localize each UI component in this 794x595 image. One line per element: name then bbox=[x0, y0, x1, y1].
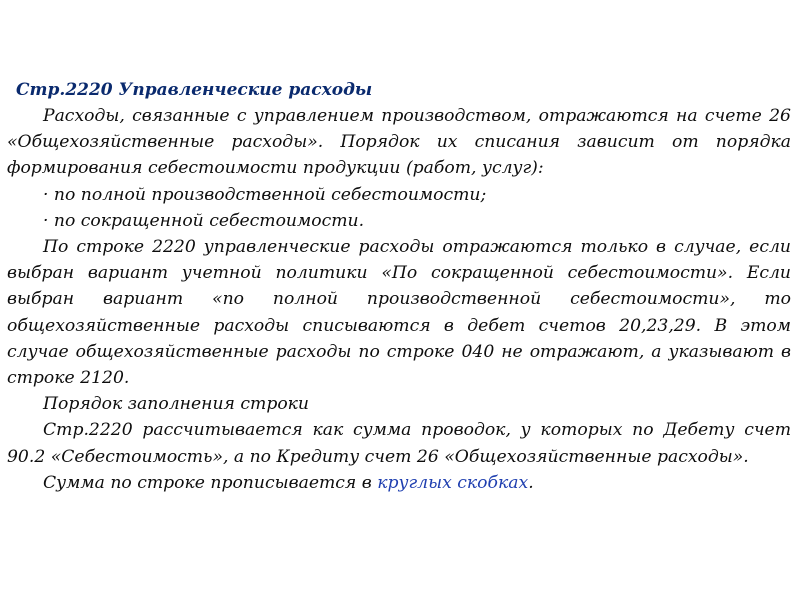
paragraph-accounts: Расходы, связанные с управлением производством, отражаются на счете 26 «Общехозяйственные расходы». Порядок их списания зависит от порядка формирования себестоимости продукции (работ, услуг): bbox=[7, 106, 791, 179]
paragraph-brackets bbox=[7, 470, 791, 496]
brackets-link[interactable]: круглых скобках bbox=[377, 472, 529, 493]
paragraph-procedure-heading: Порядок заполнения строки bbox=[43, 394, 310, 415]
page-title: Стр.2220 Управленческие расходы bbox=[16, 80, 373, 100]
paragraph-calculation: Стр.2220 рассчитывается как сумма проводок, у которых по Дебету счет 90.2 «Себестоимость», а по Кредиту счет 26 «Общехозяйственные расходы». bbox=[7, 420, 791, 467]
brackets-text-start: Сумма по строке прописывается в bbox=[43, 472, 378, 493]
brackets-text-end: . bbox=[528, 472, 534, 493]
list-item-reduced-cost: · по сокращенной себестоимости. bbox=[43, 210, 365, 231]
list-item-full-cost: · по полной производственной себестоимости; bbox=[43, 184, 487, 205]
body-text bbox=[7, 103, 791, 496]
paragraph-line-2220: По строке 2220 управленческие расходы отражаются только в случае, если выбран вариант учетной политики «По сокращенной себестоимости». Если выбран вариант «по полной производственной себестоимости», то общехозяйственные расходы списываются в дебет счетов 20,23,29. В этом случае общехозяйственные расходы по строке 040 не отражают, а указывают в строке 2120. bbox=[7, 237, 791, 389]
slide-content bbox=[7, 77, 791, 496]
